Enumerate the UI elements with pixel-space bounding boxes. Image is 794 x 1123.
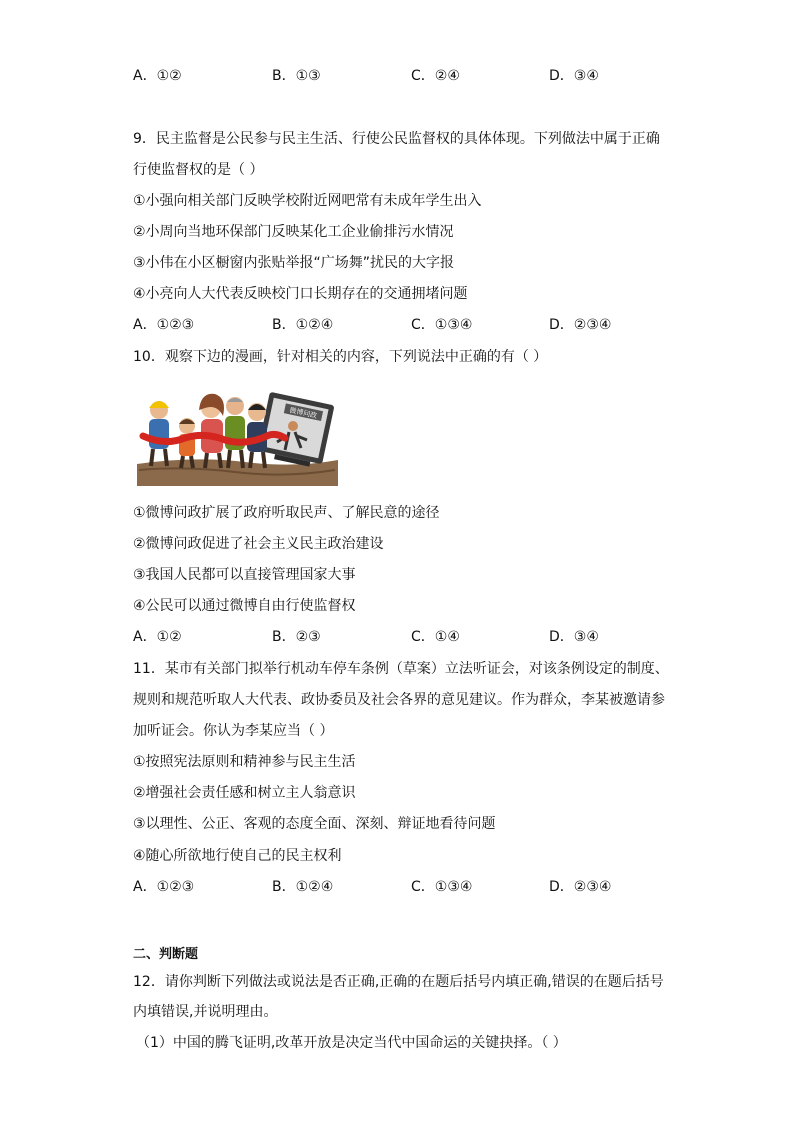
q9-item-3: ③小伟在小区橱窗内张贴举报“广场舞”扰民的大字报: [133, 255, 455, 271]
option-d[interactable]: D．③④: [549, 68, 599, 84]
people-figures: [143, 394, 285, 468]
option-c[interactable]: C．①③④: [411, 879, 473, 895]
q11-item-2: ②增强社会责任感和树立主人翁意识: [133, 785, 356, 801]
cartoon-caption: 微博问政: [288, 406, 318, 421]
option-c[interactable]: C．②④: [411, 68, 460, 84]
option-b[interactable]: B．②③: [272, 629, 321, 645]
option-b[interactable]: B．①③: [272, 68, 321, 84]
q11-stem-line1: 11．某市有关部门拟举行机动车停车条例（草案）立法听证会，对该条例设定的制度、: [133, 661, 669, 677]
option-a[interactable]: A．①②: [133, 68, 182, 84]
option-b[interactable]: B．①②④: [272, 317, 334, 333]
q10-item-2: ②微博问政促进了社会主义民主政治建设: [133, 536, 384, 552]
q10-item-4: ④公民可以通过微博自由行使监督权: [133, 598, 356, 614]
q9-stem-line2: 行使监督权的是（ ）: [133, 162, 264, 178]
option-d[interactable]: D．②③④: [549, 879, 612, 895]
option-b[interactable]: B．①②④: [272, 879, 334, 895]
option-a[interactable]: A．①②: [133, 629, 182, 645]
q12-sub-question-1: （1）中国的腾飞证明,改革开放是决定当代中国命运的关键抉择。（ ）: [136, 1035, 567, 1051]
q10-options: [133, 627, 653, 647]
q12-stem-line2: 内填错误,并说明理由。: [133, 1004, 278, 1020]
q11-options: [133, 877, 653, 897]
q11-stem-line3: 加听证会。你认为李某应当（ ）: [133, 723, 334, 739]
q11-item-1: ①按照宪法原则和精神参与民主生活: [133, 754, 356, 770]
q11-stem-line2: 规则和规范听取人大代表、政协委员及社会各界的意见建议。作为群众，李某被邀请参: [133, 692, 665, 708]
section-title: 二、判断题: [133, 947, 199, 962]
q10-stem: 10．观察下边的漫画，针对相关的内容，下列说法中正确的有（ ）: [133, 349, 548, 365]
q9-item-1: ①小强向相关部门反映学校附近网吧常有未成年学生出入: [133, 193, 482, 209]
option-a[interactable]: A．①②③: [133, 879, 195, 895]
q10-item-1: ①微博问政扩展了政府听取民声、了解民意的途径: [133, 505, 440, 521]
q9-stem-line1: 9．民主监督是公民参与民主生活、行使公民监督权的具体体现。下列做法中属于正确: [133, 131, 660, 147]
q12-stem-line1: 12．请你判断下列做法或说法是否正确,正确的在题后括号内填正确,错误的在题后括号: [133, 974, 664, 990]
q11-item-3: ③以理性、公正、客观的态度全面、深刻、辩证地看待问题: [133, 816, 496, 832]
q8-options: [133, 66, 653, 86]
q9-item-4: ④小亮向人大代表反映校门口长期存在的交通拥堵问题: [133, 286, 468, 302]
q11-item-4: ④随心所欲地行使自己的民主权利: [133, 848, 342, 864]
option-d[interactable]: D．②③④: [549, 317, 612, 333]
q10-item-3: ③我国人民都可以直接管理国家大事: [133, 567, 356, 583]
q9-item-2: ②小周向当地环保部门反映某化工企业偷排污水情况: [133, 224, 454, 240]
option-c[interactable]: C．①③④: [411, 317, 473, 333]
option-c[interactable]: C．①④: [411, 629, 460, 645]
q9-options: [133, 315, 653, 335]
monitor-icon: [257, 392, 334, 467]
option-d[interactable]: D．③④: [549, 629, 599, 645]
option-a[interactable]: A．①②③: [133, 317, 195, 333]
cartoon-image: [135, 386, 340, 486]
